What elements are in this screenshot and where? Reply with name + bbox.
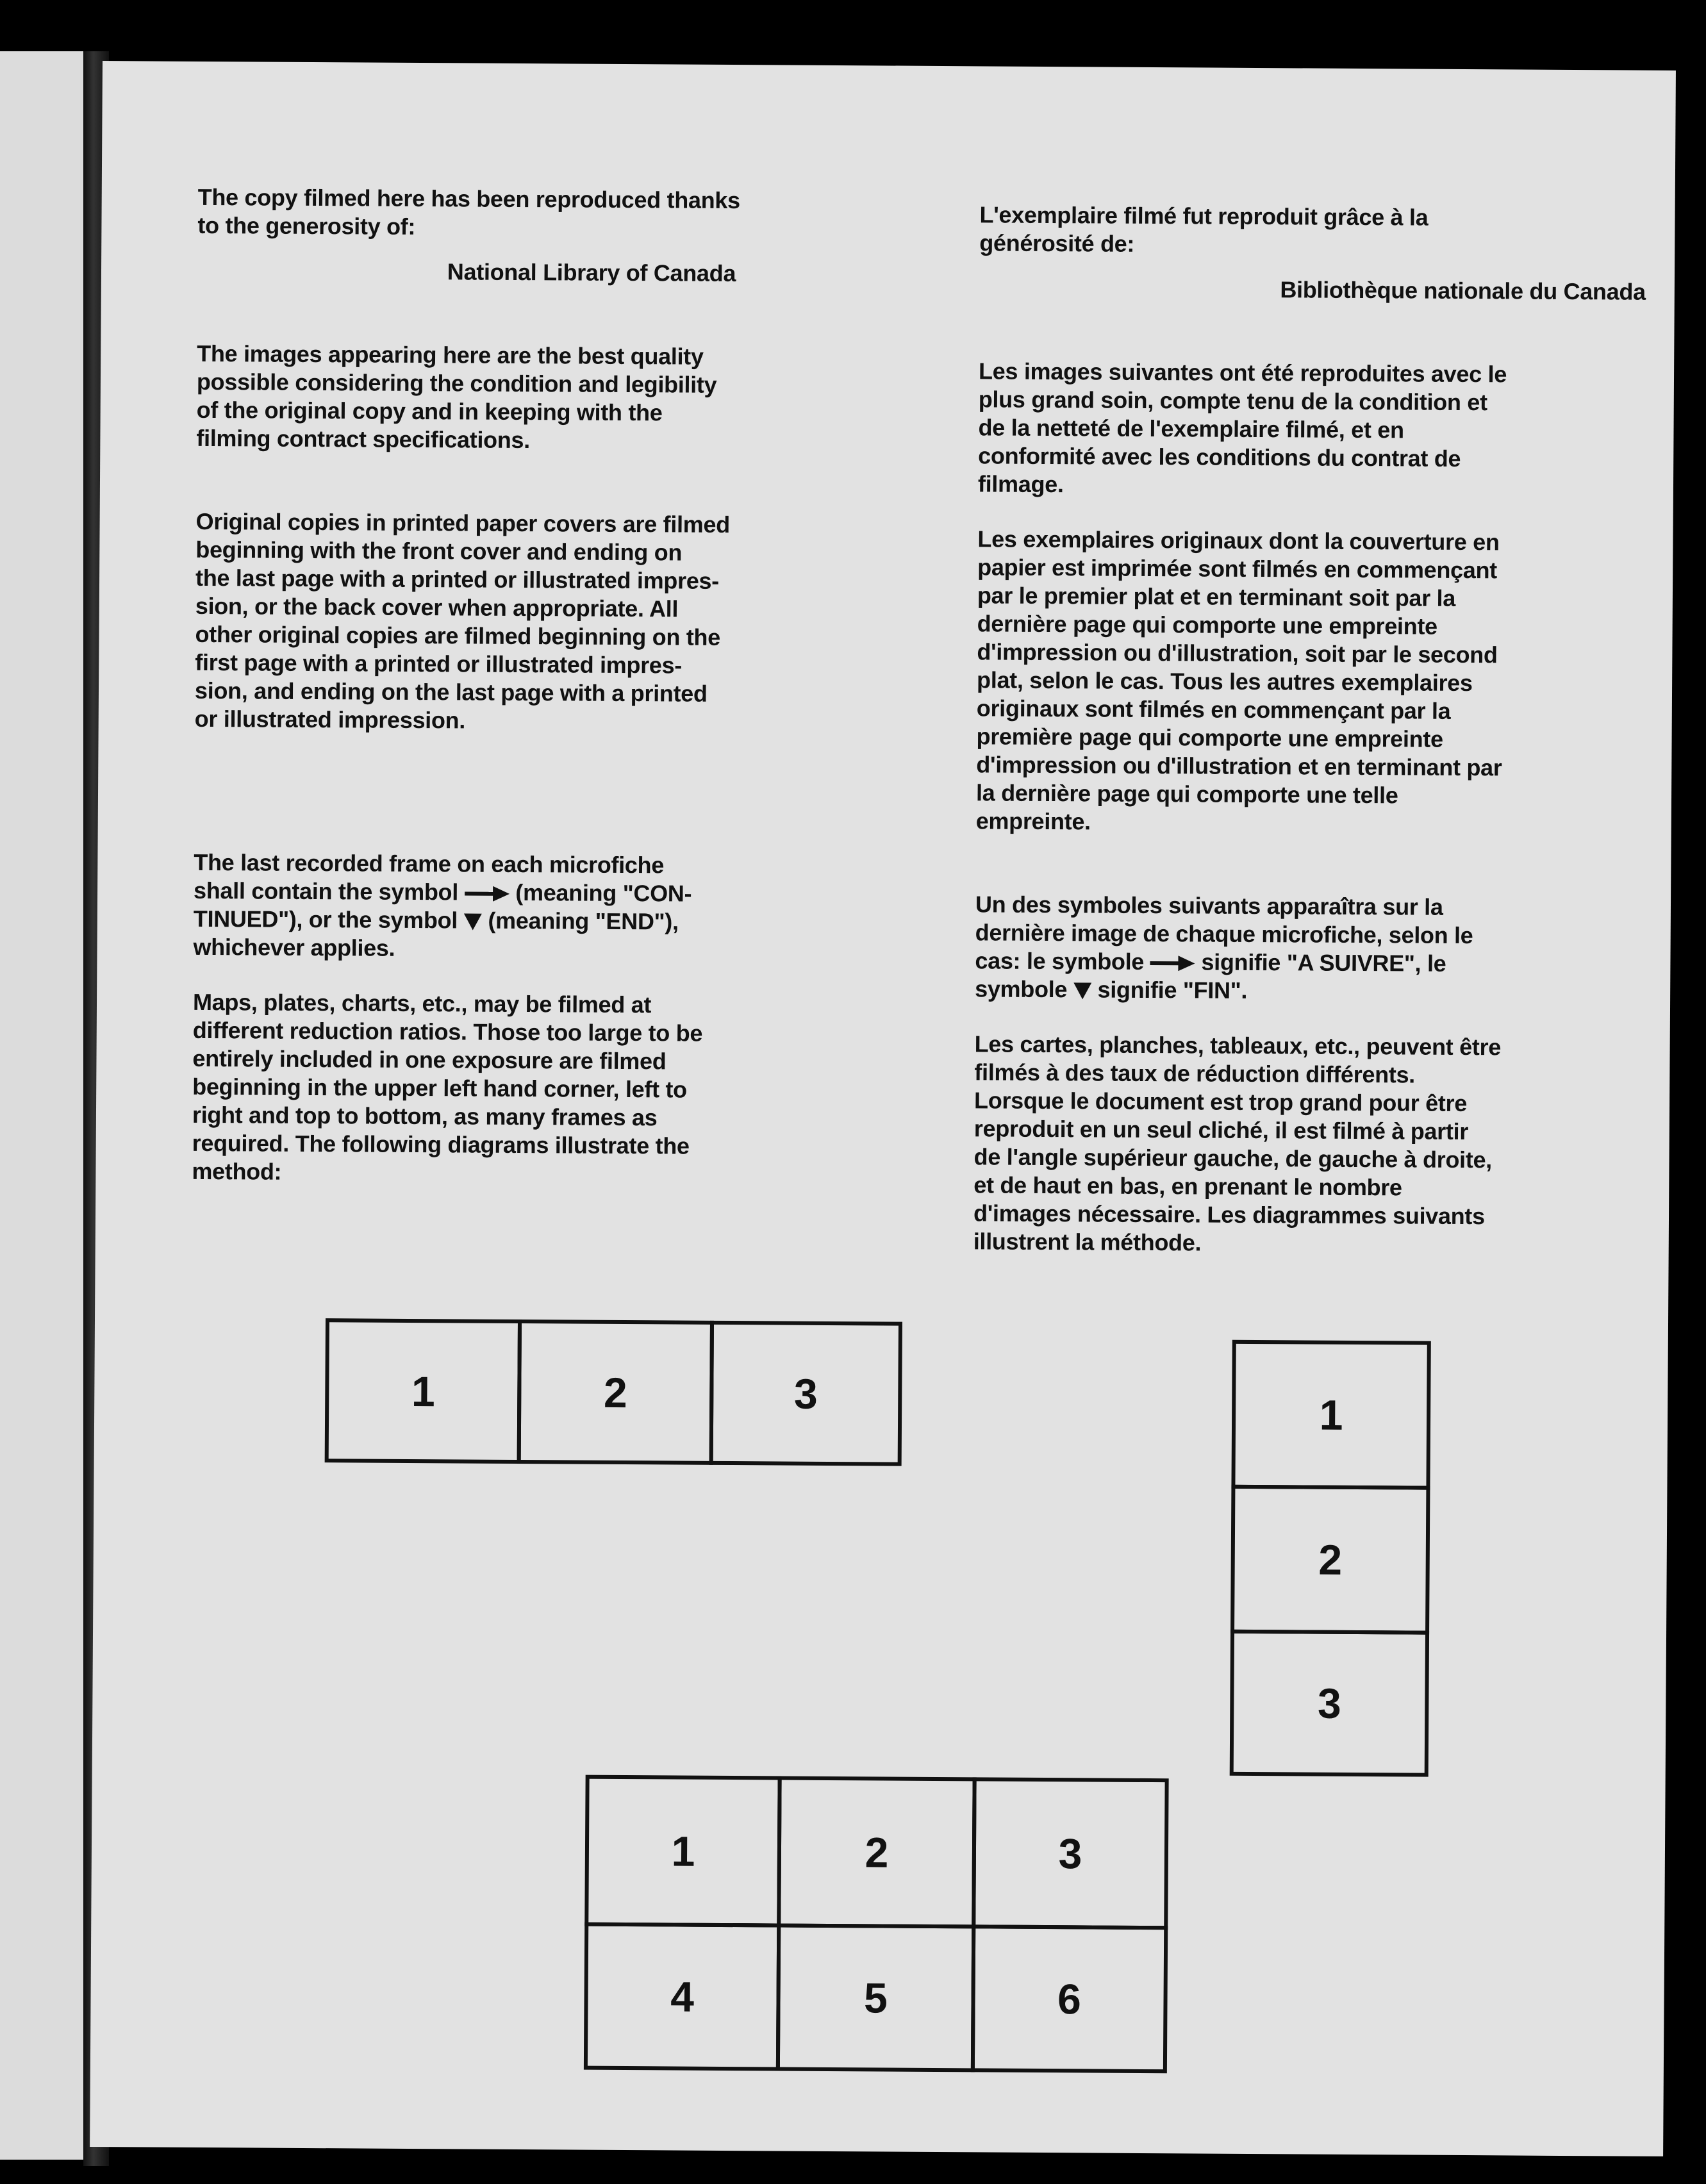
- frame-cell: 3: [1230, 1630, 1429, 1777]
- en-image-quality: The images appearing here are the best quality possible considering the condition and legibility of the original copy and in keeping with the filming contract specifications.: [196, 340, 717, 454]
- english-column: [192, 183, 986, 1190]
- frame-cell: 6: [971, 1924, 1168, 2073]
- en-acknowledgement: The copy filmed here has been reproduced thanks to the generosity of:: [197, 183, 740, 240]
- frame-cell: 3: [972, 1777, 1168, 1930]
- document-page: [90, 61, 1676, 2156]
- french-column: [973, 201, 1646, 1259]
- frame-cell: 1: [1231, 1340, 1430, 1490]
- frame-cell: 3: [709, 1321, 902, 1466]
- en-symbols: [193, 848, 982, 966]
- fr-symbols-text-c: signifie "FIN".: [1091, 976, 1248, 1004]
- diagram-horizontal: [325, 1318, 902, 1466]
- en-original-copies: Original copies in printed paper covers are filmed beginning with the front cover and ending on the last page with a printed or illustrated impres- sion, or the back cover when appropriate. All other original copies are filmed beginning on the first page with a printed or illustrated impres- sion, and ending on the last page with a printed or illustrated impression.: [194, 508, 730, 734]
- frame-cell: 2: [517, 1320, 714, 1465]
- triangle-down-icon: [1073, 983, 1091, 1000]
- fr-symbols-text-b: signifie "A SUIVRE", le symbole: [975, 948, 1446, 1003]
- en-symbols-text-c: (meaning "END"), whichever applies.: [193, 907, 679, 961]
- frame-cell: 1: [584, 1775, 781, 1928]
- en-source-library: National Library of Canada: [447, 258, 736, 287]
- en-maps-plates: Maps, plates, charts, etc., may be filmed at different reduction ratios. Those too large to be entirely included in one exposure are filmed beginning in the upper left hand corner, left to right and top to bottom, as many frames as required. The following diagrams illustrate the method:: [192, 988, 703, 1185]
- fr-maps-plates: Les cartes, planches, tableaux, etc., peuvent être filmés à des taux de réduction différents. Lorsque le document est trop grand pour être reproduit en un seul cliché, il est filmé à partir de l'angle supérieur gauche, de gauche à droite, et de haut en bas, en prenant le nombre d'images nécessaire. Les diagrammes suivants illustrent la méthode.: [973, 1030, 1502, 1256]
- diagram-grid: [584, 1775, 1169, 2074]
- fr-symbols: [975, 890, 1642, 1007]
- frame-cell: 5: [776, 1923, 975, 2072]
- diagram-vertical: [1230, 1340, 1431, 1777]
- frame-cell: 4: [584, 1923, 781, 2071]
- fr-symbols-text-a: Un des symboles suivants apparaîtra sur la dernière image de chaque microfiche, selon le cas: le symbole: [975, 891, 1473, 975]
- fr-acknowledgement: L'exemplaire filmé fut reproduit grâce à la générosité de:: [979, 201, 1429, 257]
- frame-cell: 2: [777, 1776, 976, 1928]
- fr-original-copies: Les exemplaires originaux dont la couverture en papier est imprimée sont filmés en commençant par le premier plat et en terminant soit par la dernière page qui comporte une empreinte d'impression ou d'illustration, soit par le second plat, selon le cas. Tous les autres exemplaires originaux sont filmés en commençant par la première page qui comporte une empreinte d'impression ou d'illustration et en terminant par la dernière page qui comporte une telle empreinte.: [975, 525, 1502, 835]
- arrow-right-icon: [465, 886, 509, 902]
- arrow-right-icon: [1150, 956, 1195, 971]
- adjacent-page-edge: [0, 51, 96, 2160]
- fr-image-quality: Les images suivantes ont été reproduites avec le plus grand soin, compte tenu de la condition et de la netteté de l'exemplaire filmé, et en conformité avec les conditions du contrat de filmage.: [977, 358, 1507, 498]
- en-symbols-text-b: (meaning "CON- TINUED"), or the symbol: [193, 879, 692, 934]
- triangle-down-icon: [464, 914, 482, 931]
- frame-cell: 1: [325, 1318, 522, 1464]
- frame-cell: 2: [1230, 1485, 1430, 1635]
- en-symbols-text-a: The last recorded frame on each microfiche shall contain the symbol: [193, 848, 665, 906]
- fr-source-library: Bibliothèque nationale du Canada: [1280, 276, 1646, 305]
